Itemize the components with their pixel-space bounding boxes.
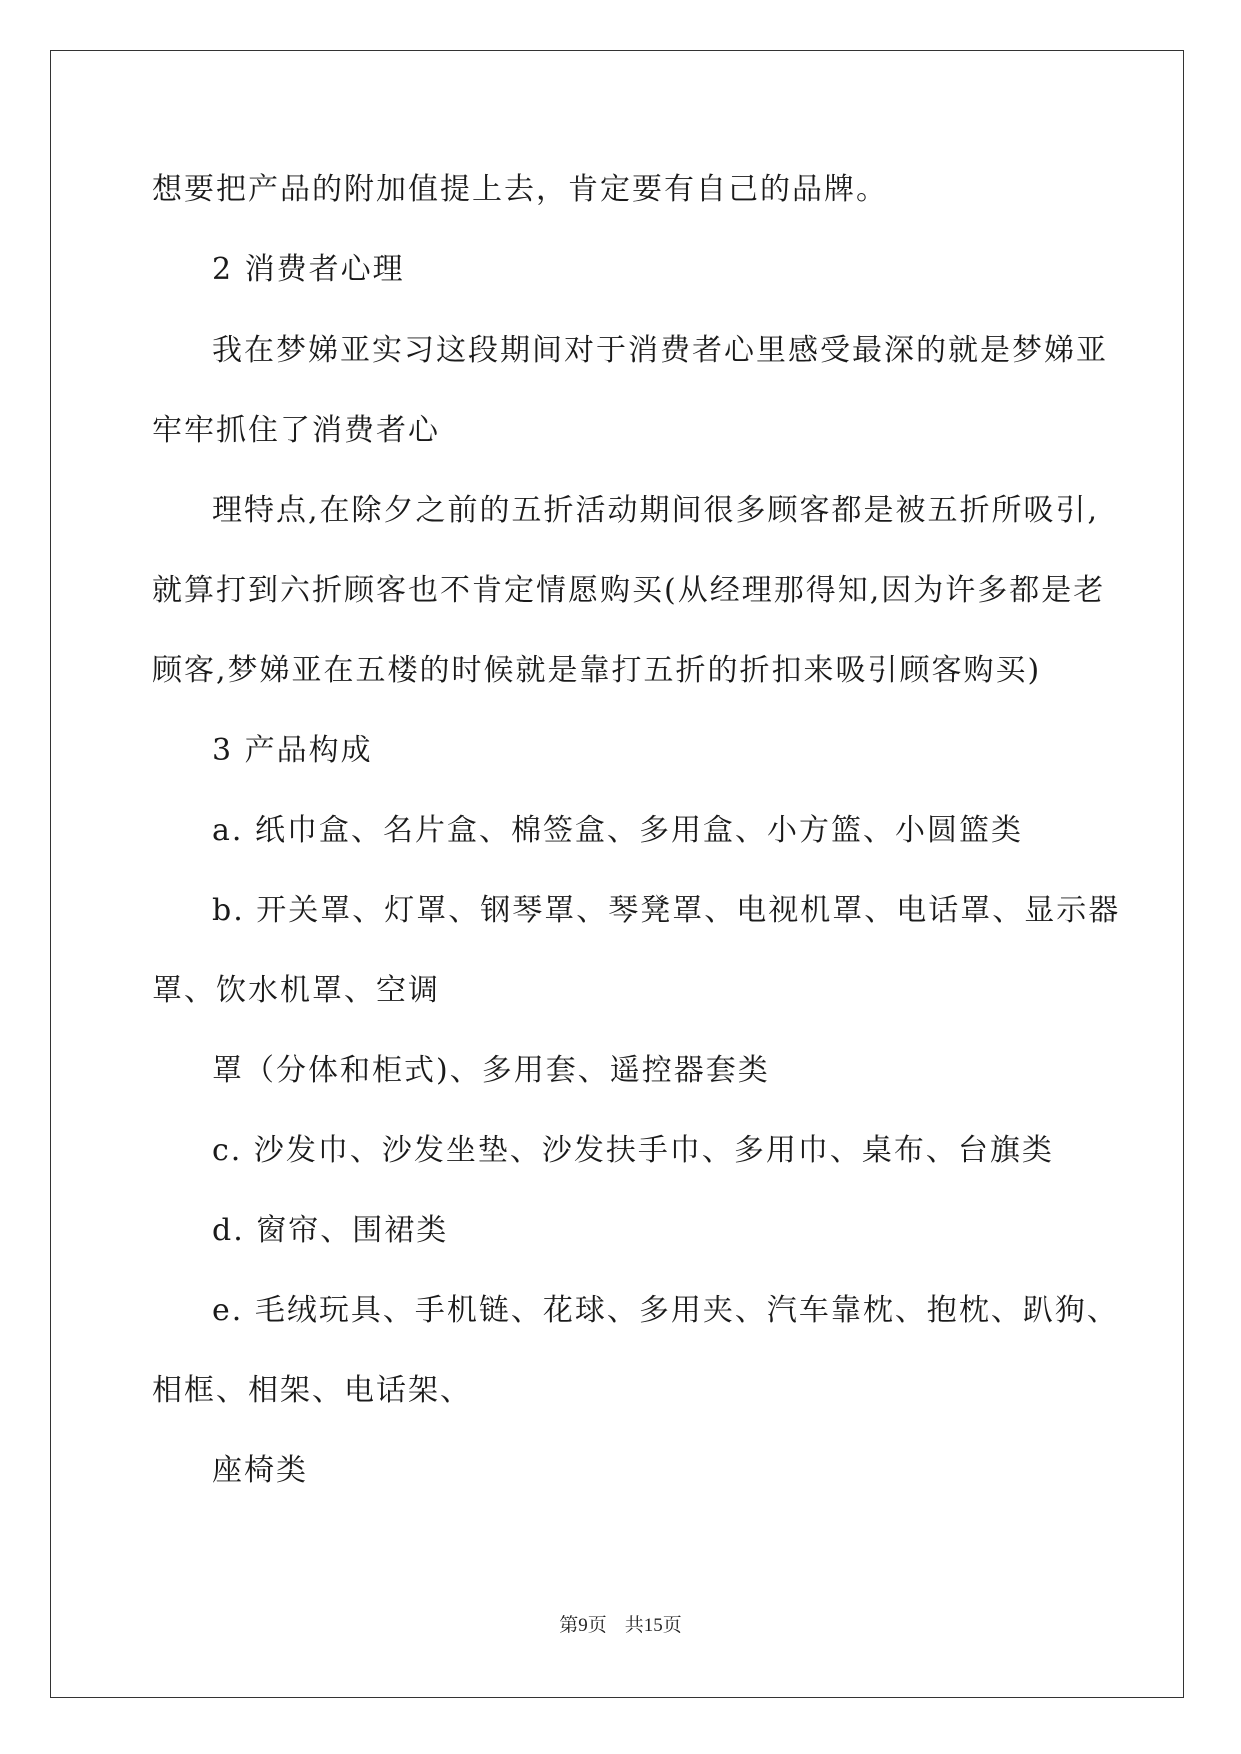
list-item-e: e. 毛绒玩具、手机链、花球、多用夹、汽车靠枕、抱枕、趴狗、 — [212, 1293, 1119, 1328]
total-page-count: 共15页 — [624, 1615, 682, 1636]
list-item-a: a. 纸巾盒、名片盒、棉签盒、多用盒、小方篮、小圆篮类 — [212, 813, 1023, 848]
list-item-b-continued-2: 罩（分体和柜式)、多用套、遥控器套类 — [212, 1053, 770, 1088]
current-page-number: 第9页 — [559, 1615, 607, 1636]
list-item-e-continued: 相框、相架、电话架、 — [152, 1373, 472, 1408]
body-line-4: 牢牢抓住了消费者心 — [152, 413, 440, 448]
body-line-1: 想要把产品的附加值提上去，肯定要有自己的品牌。 — [152, 172, 888, 207]
list-item-b-continued: 罩、饮水机罩、空调 — [152, 973, 440, 1008]
list-item-e-continued-2: 座椅类 — [212, 1453, 308, 1488]
page-footer — [0, 1614, 1241, 1638]
body-line-7: 顾客,梦娣亚在五楼的时候就是靠打五折的折扣来吸引顾客购买) — [152, 653, 1042, 688]
body-line-6: 就算打到六折顾客也不肯定情愿购买(从经理那得知,因为许多都是老 — [152, 573, 1106, 608]
section-heading-consumer-psychology: 2 消费者心理 — [212, 252, 405, 287]
list-item-b: b. 开关罩、灯罩、钢琴罩、琴凳罩、电视机罩、电话罩、显示器 — [212, 893, 1121, 928]
list-item-d: d. 窗帘、围裙类 — [212, 1213, 449, 1248]
page-border — [50, 50, 1184, 1698]
body-line-5: 理特点,在除夕之前的五折活动期间很多顾客都是被五折所吸引, — [212, 493, 1100, 528]
section-heading-product-composition: 3 产品构成 — [212, 733, 373, 768]
body-line-3: 我在梦娣亚实习这段期间对于消费者心里感受最深的就是梦娣亚 — [212, 333, 1108, 368]
list-item-c: c. 沙发巾、沙发坐垫、沙发扶手巾、多用巾、桌布、台旗类 — [212, 1133, 1054, 1168]
